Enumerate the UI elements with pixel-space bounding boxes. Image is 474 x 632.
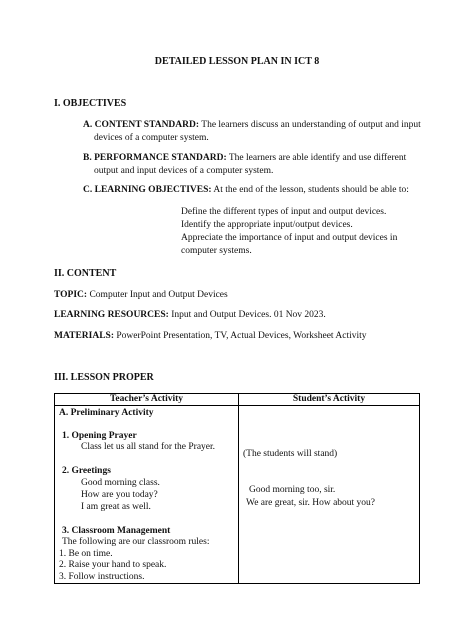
objective-item: computer systems. [181, 246, 252, 256]
classroom-rule: 2. Raise your hand to speak. [59, 560, 167, 570]
resources-line [54, 310, 326, 320]
performance-standard-text-1: The learners are able identify and use different [228, 153, 407, 163]
greeting-line: I am great as well. [81, 502, 151, 512]
materials-line [54, 331, 367, 341]
performance-standard-text-2: output and input devices of a computer system. [94, 165, 274, 176]
student-prayer-response: (The students will stand) [243, 449, 338, 459]
document-title: DETAILED LESSON PLAN IN ICT 8 [154, 56, 320, 67]
resources-value: Input and Output Devices. 01 Nov 2023. [171, 310, 326, 320]
objective-item: Define the different types of input and output devices. [181, 207, 387, 217]
topic-label: TOPIC: [54, 290, 88, 300]
greeting-line: Good morning class. [81, 478, 160, 488]
content-standard-label: A. CONTENT STANDARD: [83, 120, 200, 130]
content-standard [83, 119, 423, 144]
performance-standard [83, 152, 423, 177]
content-standard-text-2: devices of a computer system. [94, 132, 209, 143]
classroom-rule: 3. Follow instructions. [59, 572, 145, 582]
content-heading: II. CONTENT [54, 268, 117, 279]
student-greeting-response: We are great, sir. How about you? [246, 498, 376, 508]
classroom-rule: 1. Be on time. [59, 549, 113, 559]
learning-objectives-text: At the end of the lesson, students should be able to: [213, 185, 409, 195]
greetings-heading: 2. Greetings [62, 466, 111, 476]
performance-standard-label: B. PERFORMANCE STANDARD: [83, 153, 227, 163]
classroom-rules-intro: The following are our classroom rules: [62, 537, 210, 547]
objective-item: Appreciate the importance of input and output devices in [181, 233, 398, 243]
resources-label: LEARNING RESOURCES: [54, 310, 169, 320]
topic-line [54, 290, 228, 300]
opening-prayer-heading: 1. Opening Prayer [62, 431, 137, 441]
classroom-management-heading: 3. Classroom Management [62, 526, 171, 536]
objectives-heading: I. OBJECTIVES [54, 98, 127, 109]
objectives-list [181, 206, 441, 258]
materials-label: MATERIALS: [54, 331, 114, 341]
greeting-line: How are you today? [81, 490, 158, 500]
topic-value: Computer Input and Output Devices [89, 290, 228, 300]
opening-prayer-text: Class let us all stand for the Prayer. [81, 442, 216, 452]
objective-item: Identify the appropriate input/output devices. [181, 220, 353, 230]
student-column-header: Student’s Activity [239, 394, 420, 406]
student-activity-cell [239, 406, 420, 584]
activity-table [54, 393, 420, 584]
learning-objectives [83, 184, 443, 197]
learning-objectives-label: C. LEARNING OBJECTIVES: [83, 185, 212, 195]
teacher-column-header: Teacher’s Activity [55, 394, 239, 406]
materials-value: PowerPoint Presentation, TV, Actual Devices, Worksheet Activity [116, 331, 367, 341]
lesson-heading: III. LESSON PROPER [54, 372, 154, 383]
content-standard-text-1: The learners discuss an understanding of output and input [201, 120, 421, 130]
teacher-activity-cell [55, 406, 239, 584]
student-greeting-response: Good morning too, sir. [249, 485, 336, 495]
preliminary-heading: A. Preliminary Activity [59, 408, 154, 418]
